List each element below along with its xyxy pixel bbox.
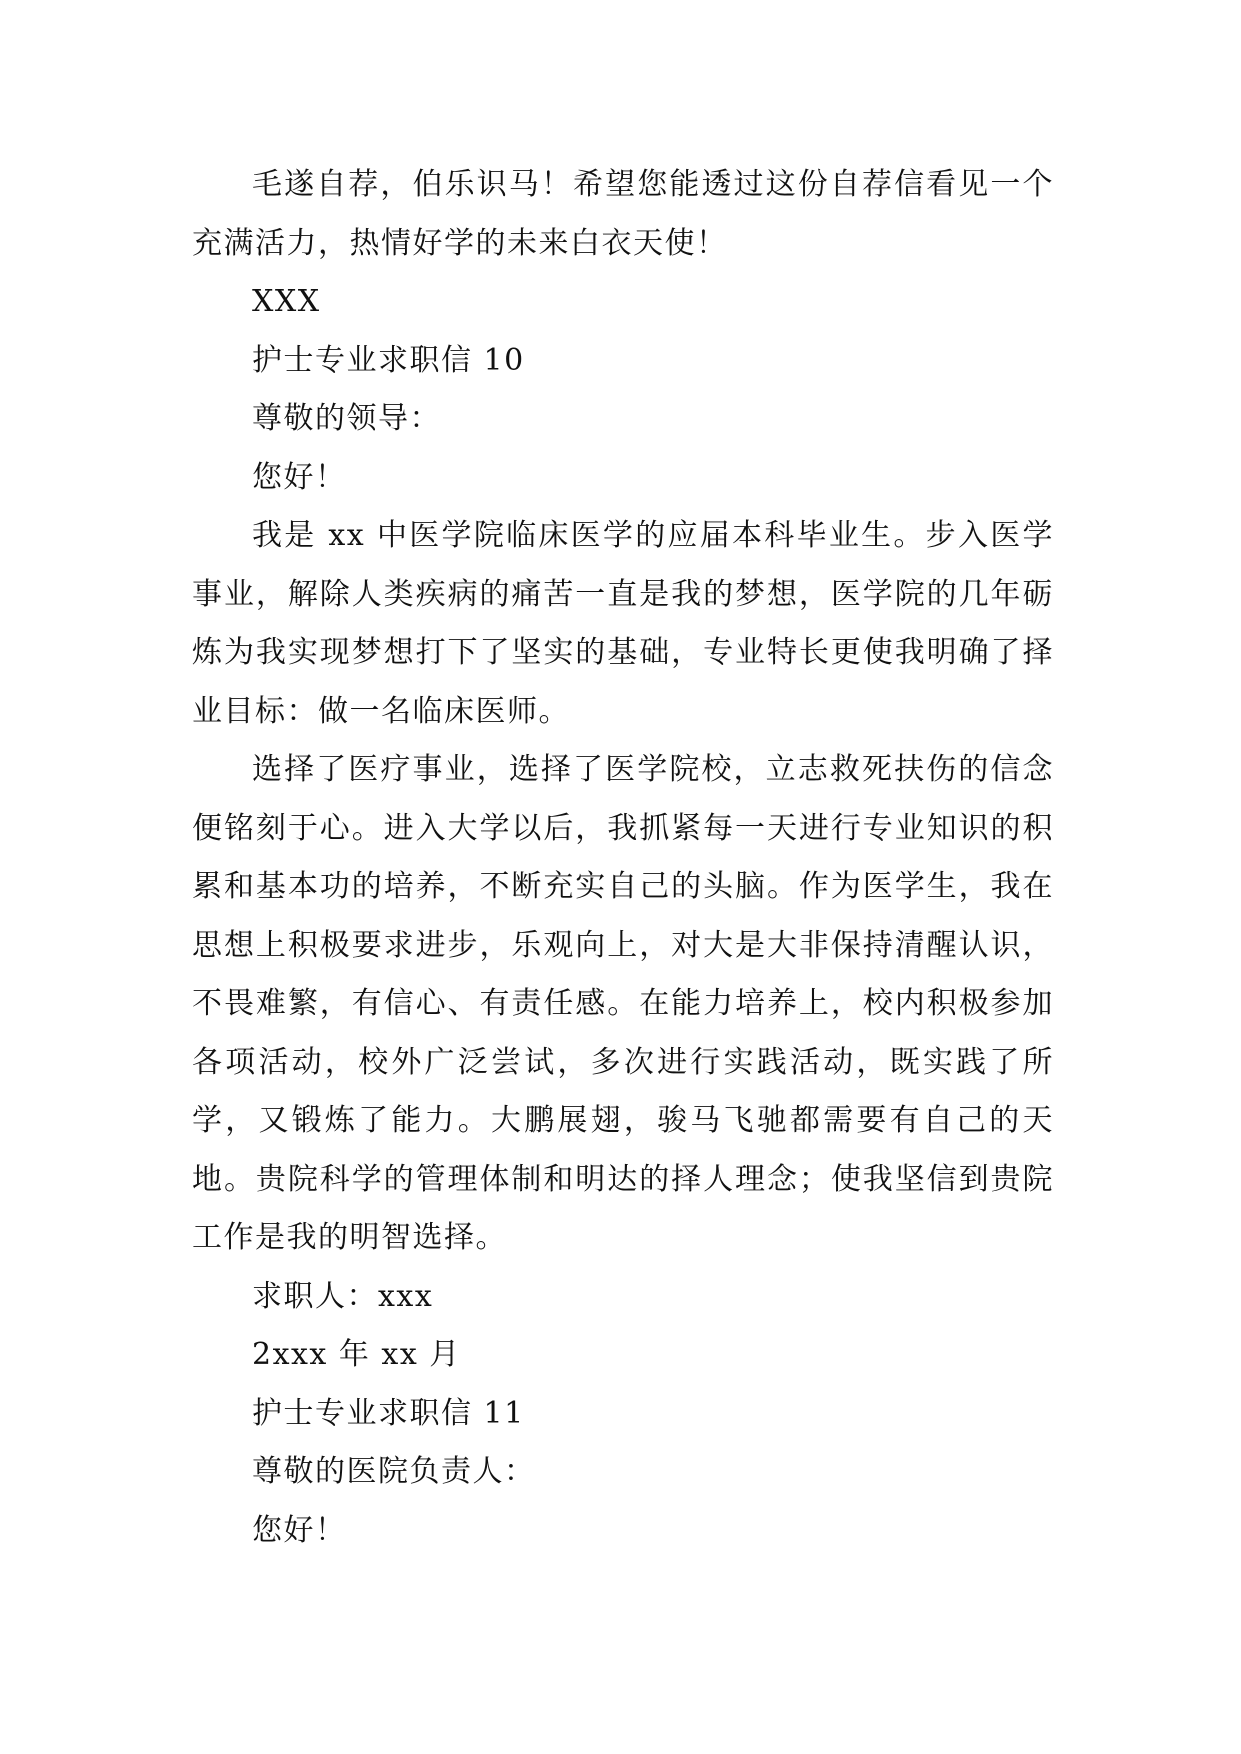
- salutation: 尊敬的医院负责人：: [252, 1454, 536, 1489]
- letter-heading: 护士专业求职信 11: [252, 1395, 525, 1431]
- letter-date: 2xxx 年 xx 月: [252, 1337, 461, 1372]
- intro-paragraph: 我是 xx 中医学院临床医学的应届本科毕业生。步入医学事业，解除人类疾病的痛苦一直是我的梦想，医学院的几年砺炼为我实现梦想打下了坚实的基础，专业特长更使我明确了择业目标：做一名临床医师。: [192, 518, 1054, 729]
- closing-paragraph: 毛遂自荐，伯乐识马！希望您能透过这份自荐信看见一个充满活力，热情好学的未来白衣天使！: [192, 167, 1054, 261]
- salutation: 尊敬的领导：: [252, 401, 441, 436]
- letter-heading: 护士专业求职信 10: [252, 342, 525, 378]
- body-paragraph: 选择了医疗事业，选择了医学院校，立志救死扶伤的信念便铭刻于心。进入大学以后，我抓紧每一天进行专业知识的积累和基本功的培养，不断充实自己的头脑。作为医学生，我在思想上积极要求进步，乐观向上，对大是大非保持清醒认识，不畏难繁，有信心、有责任感。在能力培养上，校内积极参加各项活动，校外广泛尝试，多次进行实践活动，既实践了所学，又锻炼了能力。大鹏展翅，骏马飞驰都需要有自己的天地。贵院科学的管理体制和明达的择人理念；使我坚信到贵院工作是我的明智选择。: [192, 752, 1054, 1255]
- greeting: 您好！: [252, 1512, 347, 1548]
- letter-body: [192, 156, 1054, 1560]
- signature-name: XXX: [252, 284, 321, 319]
- greeting: 您好！: [252, 459, 347, 495]
- applicant-signature: 求职人：xxx: [252, 1278, 434, 1314]
